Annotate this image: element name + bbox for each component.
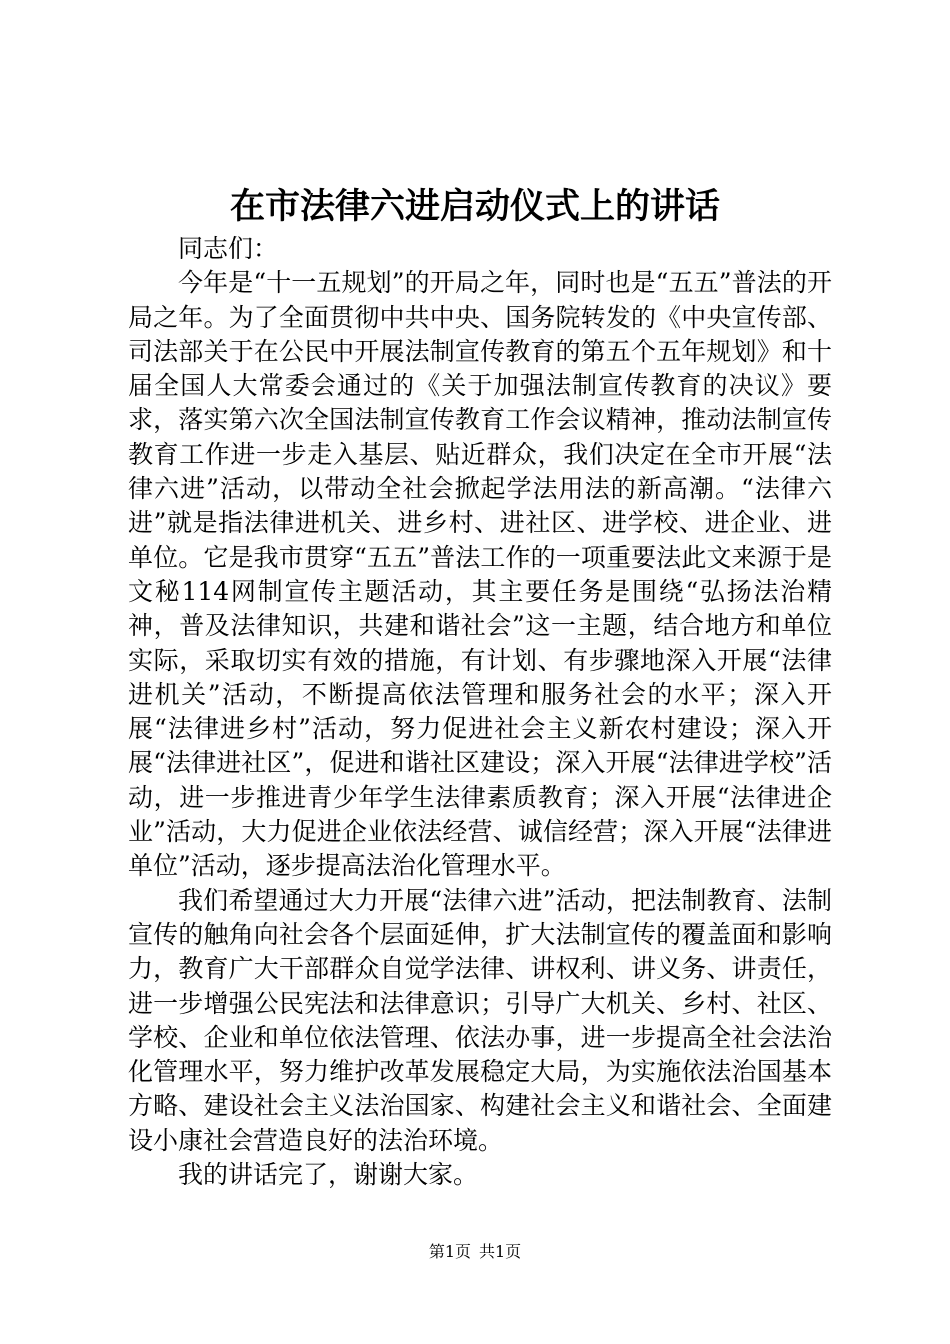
- page-number: 第1页: [428, 1242, 471, 1261]
- salutation: 同志们：: [178, 234, 279, 263]
- document-body: [128, 232, 832, 1192]
- closing-remark: 我的讲话完了，谢谢大家。: [178, 1160, 479, 1190]
- document-title: 在市法律六进启动仪式上的讲话: [229, 186, 720, 227]
- page-total: 共1页: [479, 1242, 522, 1261]
- paragraph-1: 今年是“十一五规划”的开局之年，同时也是“五五”普法的开局之年。为了全面贯彻中共中央、国务院转发的《中央宣传部、司法部关于在公民中开展法制宣传教育的第五个五年规划》和十届全国人大常委会通过的《关于加强法制宣传教育的决议》要求，落实第六次全国法制宣传教育工作会议精神，推动法制宣传教育工作进一步走入基层、贴近群众，我们决定在全市开展“法律六进”活动，以带动全社会掀起学法用法的新高潮。“法律六进”就是指法律进机关、进乡村、进社区、进学校、进企业、进单位。它是我市贯穿“五五”普法工作的一项重要法此文来源于是文秘114网制宣传主题活动，其主要任务是围绕“弘扬法治精神，普及法律知识，共建和谐社会”这一主题，结合地方和单位实际，采取切实有效的措施，有计划、有步骤地深入开展“法律进机关”活动，不断提高依法管理和服务社会的水平；深入开展“法律进乡村”活动，努力促进社会主义新农村建设；深入开展“法律进社区”，促进和谐社区建设；深入开展“法律进学校”活动，进一步推进青少年学生法律素质教育；深入开展“法律进企业”活动，大力促进企业依法经营、诚信经营；深入开展“法律进单位”活动，逐步提高法治化管理水平。: [128, 268, 832, 881]
- paragraph-2: 我们希望通过大力开展“法律六进”活动，把法制教育、法制宣传的触角向社会各个层面延伸，扩大法制宣传的覆盖面和影响力，教育广大干部群众自觉学法律、讲权利、讲义务、讲责任，进一步增强公民宪法和法律意识；引导广大机关、乡村、社区、学校、企业和单位依法管理、依法办事，进一步提高全社会法治化管理水平，努力维护改革发展稳定大局，为实施依法治国基本方略、建设社会主义法治国家、构建社会主义和谐社会、全面建设小康社会营造良好的法治环境。: [128, 885, 832, 1155]
- page-footer: [0, 1240, 950, 1264]
